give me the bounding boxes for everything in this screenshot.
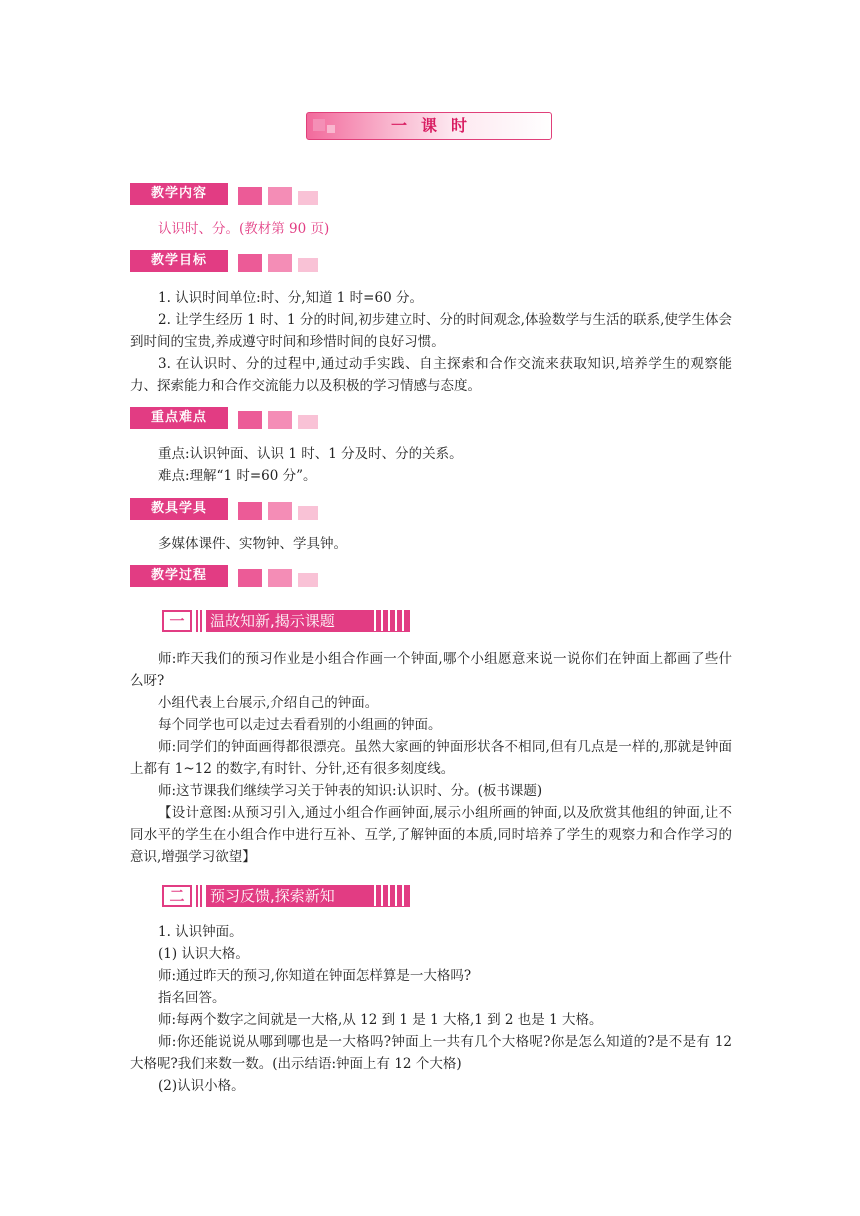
section-block (238, 569, 262, 587)
step-divider (196, 610, 202, 632)
section-block (268, 187, 292, 205)
section-block (298, 258, 318, 272)
section-block (298, 573, 318, 587)
section-label: 教学过程 (130, 565, 228, 587)
section-label: 教具学具 (130, 498, 228, 520)
paragraph: (2)认识小格。 (158, 1078, 245, 1094)
paragraph: 小组代表上台展示,介绍自己的钟面。 (158, 695, 379, 711)
tools-text: 多媒体课件、实物钟、学具钟。 (158, 536, 347, 552)
section-label: 教学目标 (130, 250, 228, 272)
paragraph: 指名回答。 (158, 990, 226, 1006)
section-block (238, 187, 262, 205)
goal-item: 1. 认识时间单位:时、分,知道 1 时=60 分。 (158, 290, 423, 306)
section-block (298, 191, 318, 205)
paragraph: 每个同学也可以走过去看看别的小组画的钟面。 (158, 717, 442, 733)
section-label: 教学内容 (130, 183, 228, 205)
step-header-2 (162, 884, 410, 910)
step-number: 二 (162, 885, 192, 907)
step-title: 温故知新,揭示课题 (206, 610, 410, 632)
paragraph: 师:你还能说说从哪到哪也是一大格吗?钟面上一共有几个大格呢?你是怎么知道的?是不是有 12 大格呢?我们来数一数。(出示结语:钟面上有 12 个大格) (130, 1034, 732, 1072)
paragraph: (1) 认识大格。 (158, 946, 249, 962)
step-title: 预习反馈,探索新知 (206, 885, 410, 907)
lesson-title-banner (306, 112, 552, 140)
goal-item: 2. 让学生经历 1 时、1 分的时间,初步建立时、分的时间观念,体验数学与生活的联系,使学生体会到时间的宝贵,养成遵守时间和珍惜时间的良好习惯。 (130, 312, 732, 350)
step-stripes (374, 884, 404, 906)
section-block (238, 254, 262, 272)
lesson-title: 一课时 (390, 116, 481, 135)
design-intent: 【设计意图:从预习引入,通过小组合作画钟面,展示小组所画的钟面,以及欣赏其他组的钟面,让不同水平的学生在小组合作中进行互补、互学,了解钟面的本质,同时培养了学生的观察力和合作学习的意识,增强学习欲望】 (130, 805, 732, 865)
section-block (298, 415, 318, 429)
section-block (238, 411, 262, 429)
step-stripes (374, 609, 404, 631)
paragraph: 师:同学们的钟面画得都很漂亮。虽然大家画的钟面形状各不相同,但有几点是一样的,那就是钟面上都有 1~12 的数字,有时针、分针,还有很多刻度线。 (130, 739, 732, 777)
section-block (268, 254, 292, 272)
paragraph: 1. 认识钟面。 (158, 924, 243, 940)
paragraph: 师:每两个数字之间就是一大格,从 12 到 1 是 1 大格,1 到 2 也是 1 大格。 (158, 1012, 603, 1028)
goal-item: 3. 在认识时、分的过程中,通过动手实践、自主探索和合作交流来获取知识,培养学生的观察能力、探索能力和合作交流能力以及积极的学习情感与态度。 (130, 356, 732, 394)
paragraph: 师:昨天我们的预习作业是小组合作画一个钟面,哪个小组愿意来说一说你们在钟面上都画了些什么呀? (130, 651, 732, 689)
section-block (268, 569, 292, 587)
section-block (238, 502, 262, 520)
key-point: 重点:认识钟面、认识 1 时、1 分及时、分的关系。 (158, 446, 463, 462)
section-block (298, 506, 318, 520)
content-text: 认识时、分。(教材第 90 页) (158, 221, 330, 237)
paragraph: 师:这节课我们继续学习关于钟表的知识:认识时、分。(板书课题) (158, 783, 543, 799)
section-block (268, 411, 292, 429)
step-divider (196, 885, 202, 907)
section-label: 重点难点 (130, 407, 228, 429)
difficult-point: 难点:理解“1 时=60 分”。 (158, 468, 317, 484)
section-block (268, 502, 292, 520)
paragraph: 师:通过昨天的预习,你知道在钟面怎样算是一大格吗? (158, 968, 472, 984)
step-header-1 (162, 609, 410, 635)
step-number: 一 (162, 610, 192, 632)
